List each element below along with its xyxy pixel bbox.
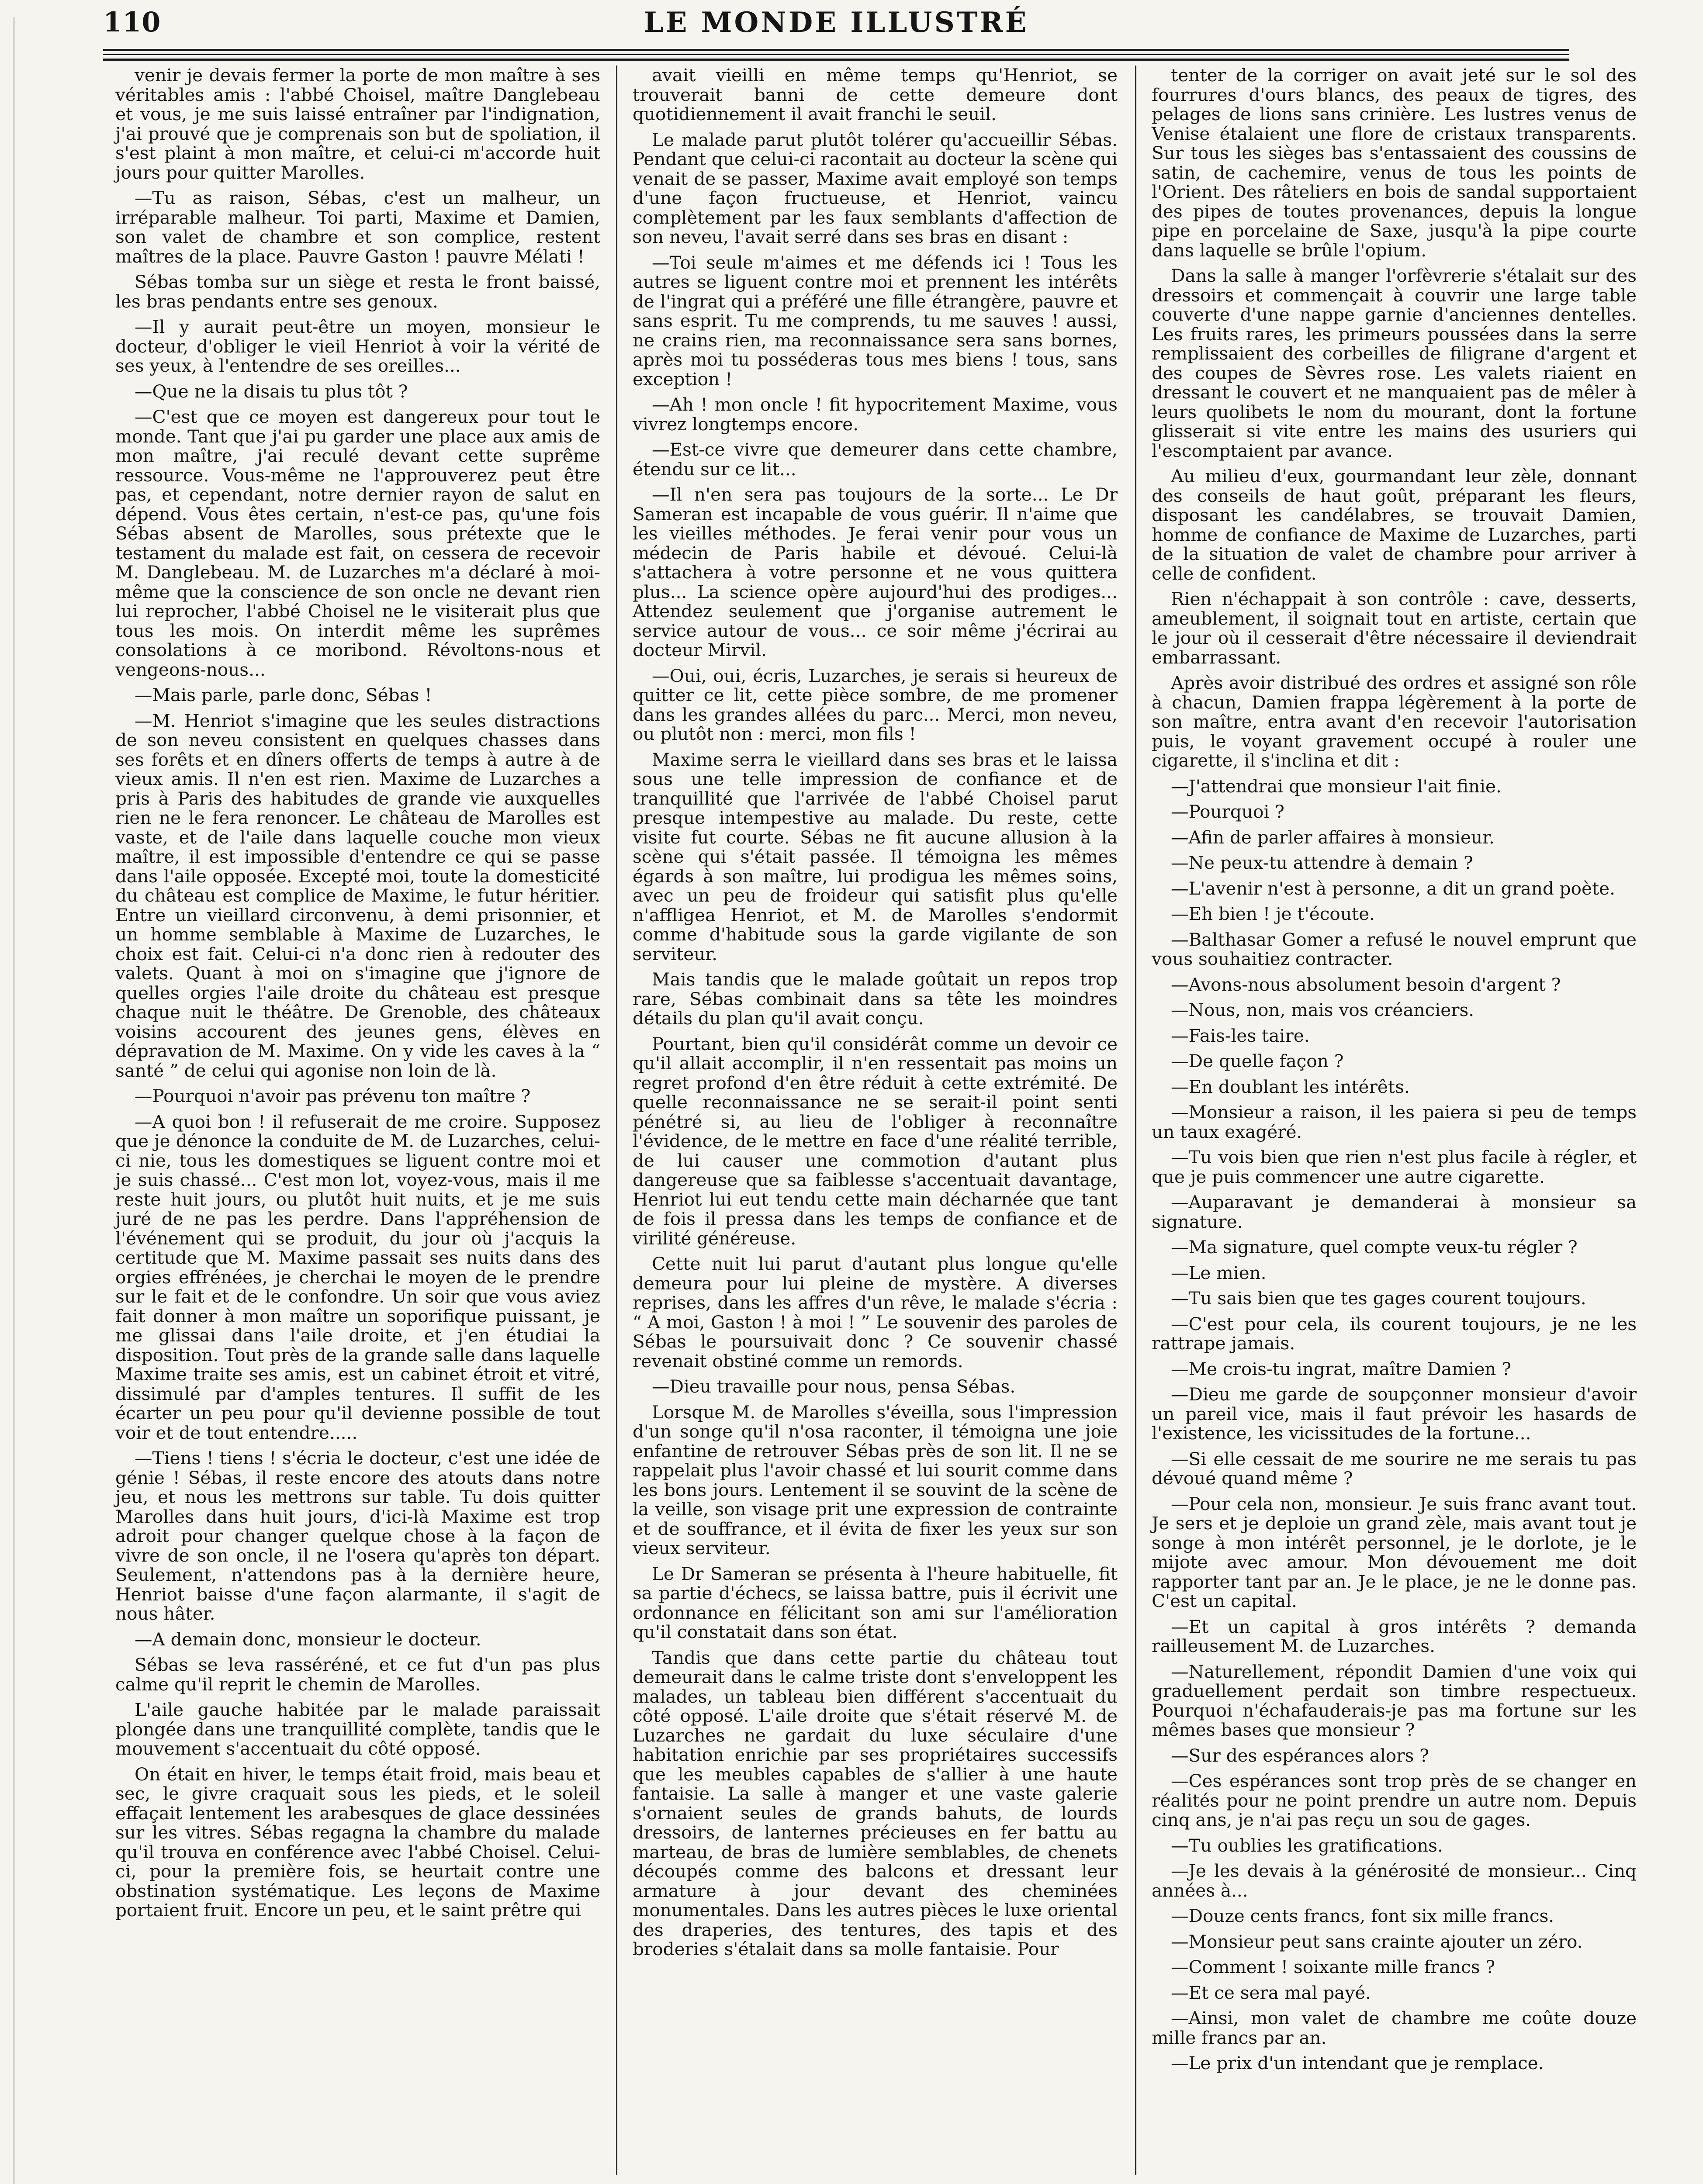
paragraph: —Balthasar Gomer a refusé le nouvel emprunt que vous souhaitiez contracter. bbox=[1152, 929, 1637, 969]
masthead-title: LE MONDE ILLUSTRÉ bbox=[644, 6, 1029, 39]
paragraph: —Monsieur peut sans crainte ajouter un zéro. bbox=[1171, 1931, 1583, 1952]
paragraph: —Le mien. bbox=[1171, 1262, 1267, 1283]
paragraph: Lorsque M. de Marolles s'éveilla, sous l'impression d'un songe qu'il n'osa raconter, il témoigna une joie enfantine de retrouver Sébas près de son lit. Il ne se rappelait plus l'avoir chassé et lui sourit comme dans les bons jours. Lentement il se souvint de la scène de la veille, son visage prit une expression de contrainte et de souffrance, et il évita de fixer les yeux sur son vieux serviteur. bbox=[633, 1401, 1118, 1559]
paragraph: —Tu as raison, Sébas, c'est un malheur, un irréparable malheur. Toi parti, Maxime et Damien, son valet de chambre et son complice, restent maîtres de la place. Pauvre Gaston ! pauvre Mélati ! bbox=[115, 187, 600, 267]
paragraph: —Tiens ! tiens ! s'écria le docteur, c'est une idée de génie ! Sébas, il reste encore des atouts dans notre jeu, et nous les mettrons sur table. Tu dois quitter Marolles dans huit jours, d'ici-là Maxime est trop adroit pour changer quelque chose à la façon de vivre de son oncle, il ne l'osera qu'après ton départ. Seulement, n'attendons pas à la dernière heure, Henriot baisse d'une façon alarmante, il s'agit de nous hâter. bbox=[115, 1448, 600, 1624]
paragraph: —De quelle façon ? bbox=[1171, 1051, 1344, 1071]
paragraph: —Ah ! mon oncle ! fit hypocritement Maxime, vous vivrez longtemps encore. bbox=[633, 394, 1118, 435]
header-rule bbox=[103, 54, 1569, 55]
paragraph: L'aile gauche habitée par le malade paraissait plongée dans une tranquillité complète, tandis que le mouvement s'accentuait du côté opposé. bbox=[115, 1699, 600, 1759]
paragraph: —En doublant les intérêts. bbox=[1171, 1076, 1410, 1097]
paragraph: Le malade parut plutôt tolérer qu'accueillir Sébas. Pendant que celui-ci racontait au docteur la scène qui venait de se passer, Maxime avait employé son temps d'une façon fructueuse, et Henriot, vaincu complètement par les faux semblants d'affection de son neveu, l'avait serré dans ses bras en disant : bbox=[633, 129, 1118, 247]
column-separator bbox=[1135, 66, 1136, 2175]
paragraph: —Naturellement, répondit Damien d'une voix qui graduellement perdait son timbre respectueux. Pourquoi n'échafauderais-je pas ma fortune sur les mêmes bases que monsieur ? bbox=[1152, 1661, 1637, 1740]
paragraph: —Pour cela non, monsieur. Je suis franc avant tout. Je sers et je deploie un grand zèle, mais avant tout je songe à mon intérêt personnel, je le dorlote, je le mijote avec amour. Mon dévouement me doit rapporter tant par an. Je le place, je ne le donne pas. C'est un capital. bbox=[1152, 1493, 1637, 1611]
paragraph: —Et un capital à gros intérêts ? demanda railleusement M. de Luzarches. bbox=[1152, 1616, 1637, 1656]
paragraph: —Si elle cessait de me sourire ne me serais tu pas dévoué quand même ? bbox=[1152, 1448, 1637, 1489]
paragraph: —Comment ! soixante mille francs ? bbox=[1171, 1956, 1495, 1977]
text-column-1 bbox=[115, 66, 600, 1920]
paragraph: —Pourquoi ? bbox=[1171, 801, 1284, 822]
paragraph: —Monsieur a raison, il les paiera si peu de temps un taux exagéré. bbox=[1152, 1102, 1637, 1142]
paragraph: —Je les devais à la générosité de monsieur... Cinq années à... bbox=[1152, 1860, 1637, 1901]
page-header bbox=[103, 3, 1569, 43]
paragraph: —Me crois-tu ingrat, maître Damien ? bbox=[1171, 1358, 1511, 1379]
paragraph: —M. Henriot s'imagine que les seules distractions de son neveu consistent en quelques chasses dans ses forêts et en dîners offerts de temps à autre à de vieux amis. Il n'en est rien. Maxime de Luzarches a pris à Paris des habitudes de grande vie auxquelles rien ne le fera renoncer. Le château de Marolles est vaste, et de l'aile dans laquelle couche mon vieux maître, il est impossible d'entendre ce qui se passe dans l'aile opposée. Excepté moi, toute la domesticité du château est complice de Maxime, le futur héritier. Entre un vieillard circonvenu, à demi prisonnier, et un homme semblable à Maxime de Luzarches, le choix est fait. Celui-ci n'a donc rien à redouter des valets. Quant à moi on s'imagine que j'ignore de quelles orgies l'aile droite du château est presque chaque nuit le théâtre. De Grenoble, des châteaux voisins accourent des jeunes gens, élèves en dépravation de M. Maxime. On y vide les caves à la “ santé ” de celui qui agonise non loin de là. bbox=[115, 710, 600, 1081]
paragraph: —Sur des espérances alors ? bbox=[1171, 1745, 1429, 1766]
paragraph: —Toi seule m'aimes et me défends ici ! Tous les autres se liguent contre moi et prennent les intérêts de l'ingrat qui a préféré une fille étrangère, pauvre et sans esprit. Tu me comprends, tu me sauves ! aussi, ne crains rien, ma reconnaissance sera sans bornes, après moi tu posséderas tous mes biens ! tous, sans exception ! bbox=[633, 252, 1118, 390]
paragraph: —Oui, oui, écris, Luzarches, je serais si heureux de quitter ce lit, cette pièce sombre, de me promener dans les grandes allées du parc... Merci, mon neveu, ou plutôt non : merci, mon fils ! bbox=[633, 665, 1118, 744]
paragraph: Après avoir distribué des ordres et assigné son rôle à chacun, Damien frappa légèrement à la porte de son maître, entra avant d'en recevoir l'autorisation puis, le voyant gravement occupé à rouler une cigarette, il s'inclina et dit : bbox=[1152, 672, 1637, 771]
paragraph: —Dieu travaille pour nous, pensa Sébas. bbox=[652, 1376, 1016, 1397]
paragraph: —Ma signature, quel compte veux-tu régler ? bbox=[1171, 1237, 1578, 1258]
paragraph: Sébas tomba sur un siège et resta le front baissé, les bras pendants entre ses genoux. bbox=[115, 271, 600, 312]
paragraph: —Il n'en sera pas toujours de la sorte... Le Dr Sameran est incapable de vous guérir. Il n'aime que les vieilles méthodes. Je ferai venir pour vous un médecin de Paris habile et dévoué. Celui-là s'attachera à votre personne et ne vous quittera plus... La science opère aujourd'hui des prodiges... Attendez seulement que j'organise autrement le service autour de vous... ce soir même j'écrirai au docteur Mirvil. bbox=[633, 484, 1118, 660]
paragraph: —Et ce sera mal payé. bbox=[1171, 1982, 1371, 2003]
page-number: 110 bbox=[103, 6, 161, 38]
paragraph: —A quoi bon ! il refuserait de me croire. Supposez que je dénonce la conduite de M. de Luzarches, celui-ci nie, tous les domestiques se liguent contre moi et je suis chassé... C'est mon lot, voyez-vous, mais il me reste huit jours, ou plutôt huit nuits, et je me suis juré de ne pas les perdre. Dans l'appréhension de l'événement qui se produit, du jour où j'acquis la certitude que M. Maxime passait ses nuits dans des orgies effrénées, je cherchai le moyen de le prendre sur le fait et de le confondre. Un soir que vous aviez fait donner à mon maître un soporifique puissant, je me glissai dans l'aile droite, et j'en étudiai la disposition. Tout près de la grande salle dans laquelle Maxime traite ses amis, est un cabinet étroit et vitré, dissimulé par d'amples tentures. Il suffit de les écarter un peu pour qu'il devienne possible de tout voir et de tout entendre..... bbox=[115, 1111, 600, 1443]
paragraph: Cette nuit lui parut d'autant plus longue qu'elle demeura pour lui pleine de mystère. A diverses reprises, dans les affres d'un rêve, le malade s'écria : “ A moi, Gaston ! à moi ! ” Le souvenir des paroles de Sébas le poursuivait donc ? Ce souvenir chassé revenait obstiné comme un remords. bbox=[633, 1253, 1118, 1372]
paragraph: On était en hiver, le temps était froid, mais beau et sec, le givre craquait sous les pieds, et le soleil effaçait lentement les arabesques de glace dessinées sur les vitres. Sébas regagna la chambre du malade qu'il trouva en conférence avec l'abbé Choisel. Celui-ci, pour la première fois, se heurtait contre une obstination systématique. Les leçons de Maxime portaient fruit. Encore un peu, et le saint prêtre qui bbox=[115, 1763, 600, 1921]
paragraph: —Pourquoi n'avoir pas prévenu ton maître ? bbox=[135, 1085, 531, 1106]
header-rule bbox=[103, 59, 1569, 61]
paragraph: Au milieu d'eux, gourmandant leur zèle, donnant des conseils de haut goût, préparant les fleurs, disposant les candélabres, se trouvait Damien, homme de confiance de Maxime de Luzarches, parti de la situation de valet de chambre pour arriver à celle de confident. bbox=[1152, 466, 1637, 584]
paragraph: —Ne peux-tu attendre à demain ? bbox=[1171, 852, 1473, 873]
column-separator bbox=[616, 66, 617, 2175]
page-edge-shadow bbox=[13, 17, 15, 2184]
paragraph: —Nous, non, mais vos créanciers. bbox=[1171, 999, 1475, 1020]
paragraph: —Tu vois bien que rien n'est plus facile à régler, et que je puis commencer une autre cigarette. bbox=[1152, 1147, 1637, 1187]
paragraph: —Il y aurait peut-être un moyen, monsieur le docteur, d'obliger le vieil Henriot à voir la vérité de ses yeux, à l'entendre de ses oreilles... bbox=[115, 316, 600, 376]
paragraph: —Fais-les taire. bbox=[1171, 1025, 1310, 1046]
paragraph: —A demain donc, monsieur le docteur. bbox=[135, 1628, 481, 1650]
paragraph: Tandis que dans cette partie du château tout demeurait dans le calme triste dont s'enveloppent les malades, un tableau bien différent s'accentuait du côté opposé. L'aile droite que s'était réservé M. de Luzarches ne gardait du luxe séculaire d'une habitation enrichie par ses propriétaires successifs que les meubles capables de s'allier à une haute fantaisie. La salle à manger et une vaste galerie s'ornaient seules de grands bahuts, de lourds dressoirs, de lanternes précieuses en fer battu au marteau, de bras de lumière semblables, de chenets découpés comme des balcons et dressant leur armature à jour devant des cheminées monumentales. Dans les autres pièces le luxe oriental des draperies, des tentures, des tapis et des broderies s'étalait dans sa molle fantaisie. Pour bbox=[633, 1647, 1118, 1959]
paragraph: —Eh bien ! je t'écoute. bbox=[1171, 903, 1375, 924]
paragraph: —Tu sais bien que tes gages courent toujours. bbox=[1171, 1288, 1586, 1309]
paragraph: —Afin de parler affaires à monsieur. bbox=[1171, 826, 1495, 848]
paragraph: —Est-ce vivre que demeurer dans cette chambre, étendu sur ce lit... bbox=[633, 439, 1118, 480]
paragraph: —Le prix d'un intendant que je remplace. bbox=[1171, 2053, 1544, 2073]
paragraph: venir je devais fermer la porte de mon maître à ses véritables amis : l'abbé Choisel, maître Danglebeau et vous, je me suis laissé entraîner par l'indignation, j'ai prouvé que je comprenais son but de spoliation, il s'est plaint à mon maître, et celui-ci m'accorde huit jours pour quitter Marolles. bbox=[115, 65, 600, 183]
paragraph: Rien n'échappait à son contrôle : cave, desserts, ameublement, il soignait tout en artiste, certain que le jour où il cesserait d'être nécessaire il deviendrait embarrassant. bbox=[1152, 588, 1637, 668]
paragraph: —L'avenir n'est à personne, a dit un grand poète. bbox=[1171, 878, 1616, 899]
paragraph: Sébas se leva rasséréné, et ce fut d'un pas plus calme qu'il reprit le chemin de Marolles. bbox=[115, 1654, 600, 1695]
paragraph: —Douze cents francs, font six mille francs. bbox=[1171, 1905, 1554, 1926]
paragraph: —Avons-nous absolument besoin d'argent ? bbox=[1171, 974, 1561, 995]
paragraph: —Dieu me garde de soupçonner monsieur d'avoir un pareil vice, mais il faut prévoir les hasards de l'existence, les vicissitudes de la fortune... bbox=[1152, 1384, 1637, 1444]
paragraph: Dans la salle à manger l'orfèvrerie s'étalait sur des dressoirs et commençait à couvrir une large table couverte d'une nappe garnie d'anciennes dentelles. Les fruits rares, les primeurs poussées dans la serre remplissaient des corbeilles de filigrane d'argent et des coupes de Sèvres rose. Les valets riaient en dressant le couvert et ne manquaient pas de mêler à leurs quolibets le nom du mourant, dont la fortune glisserait si vite entre les mains des usuriers qui l'escomptaient par avance. bbox=[1152, 265, 1637, 461]
paragraph: —Auparavant je demanderai à monsieur sa signature. bbox=[1152, 1192, 1637, 1232]
paragraph: Pourtant, bien qu'il considérât comme un devoir ce qu'il allait accomplir, il n'en ressentait pas moins un regret profond d'en être réduit à cette extrémité. De quelle reconnaissance ne se serait-il point senti pénétré si, au lieu de l'obliger à reconnaître l'évidence, de le mettre en face d'une réalité terrible, de lui causer une commotion d'autant plus dangereuse que sa faiblesse s'accentuait davantage, Henriot lui eut tendu cette main décharnée que tant de fois il pressa dans les temps de confiance et de virilité généreuse. bbox=[633, 1033, 1118, 1249]
paragraph: —C'est pour cela, ils courent toujours, je ne les rattrape jamais. bbox=[1152, 1313, 1637, 1354]
paragraph: Mais tandis que le malade goûtait un repos trop rare, Sébas combinait dans sa tête les moindres détails du plan qu'il avait conçu. bbox=[633, 969, 1118, 1029]
paragraph: —C'est que ce moyen est dangereux pour tout le monde. Tant que j'ai pu garder une place aux amis de mon maître, j'ai reculé devant cette suprême ressource. Vous-même ne l'approuverez peut être pas, et cependant, notre dernier rayon de salut en dépend. Vous êtes certain, n'est-ce pas, qu'une fois Sébas absent de Marolles, sous prétexte que le testament du malade est fait, on cessera de recevoir M. Danglebeau. M. de Luzarches m'a déclaré à moi-même que la conscience de son oncle ne devant rien lui reprocher, l'abbé Choisel ne le visiterait plus que tous les mois. On interdit même les suprêmes consolations à ce moribond. Révoltons-nous et vengeons-nous... bbox=[115, 406, 600, 680]
paragraph: —J'attendrai que monsieur l'ait finie. bbox=[1171, 775, 1502, 797]
paragraph: Le Dr Sameran se présenta à l'heure habituelle, fit sa partie d'échecs, se laissa battre, puis il écrivit une ordonnance en félicitant son ami sur l'amélioration qu'il constatait dans son état. bbox=[633, 1563, 1118, 1642]
paragraph: avait vieilli en même temps qu'Henriot, se trouverait banni de cette demeure dont quotidiennement il avait franchi le seuil. bbox=[633, 65, 1118, 124]
paragraph: Maxime serra le vieillard dans ses bras et le laissa sous une telle impression de confiance et de tranquillité que l'arrivée de l'abbé Choisel parut presque intempestive au malade. Du reste, cette visite fut courte. Sébas ne fit aucune allusion à la scène qui s'était passée. Il témoigna les mêmes égards à son maître, lui prodigua les mêmes soins, avec un peu de froideur qui satisfit plus qu'elle n'affligea Henriot, et M. de Marolles s'endormit comme d'habitude sous la garde vigilante de son serviteur. bbox=[633, 749, 1118, 964]
paragraph: —Ainsi, mon valet de chambre me coûte douze mille francs par an. bbox=[1152, 2008, 1637, 2048]
text-column-2 bbox=[633, 66, 1118, 1959]
paragraph: —Ces espérances sont trop près de se changer en réalités pour ne point prendre un autre nom. Depuis cinq ans, je n'ai pas reçu un sou de gages. bbox=[1152, 1770, 1637, 1830]
paragraph: tenter de la corriger on avait jeté sur le sol des fourrures d'ours blancs, des peaux de tigres, des pelages de lions sans crinière. Les lustres venus de Venise étalaient une flore de cristaux transparents. Sur tous les sièges bas s'entassaient des coussins de satin, de cachemire, venus de tous les points de l'Orient. Des râteliers en bois de sandal supportaient des pipes de toutes provenances, depuis la longue pipe en porcelaine de Saxe, jusqu'à la pipe courte dans laquelle se brûle l'opium. bbox=[1152, 65, 1637, 261]
header-rule bbox=[103, 49, 1569, 51]
text-column-3 bbox=[1152, 66, 1637, 2073]
paragraph: —Que ne la disais tu plus tôt ? bbox=[135, 380, 408, 402]
paragraph: —Tu oublies les gratifications. bbox=[1171, 1835, 1443, 1856]
paragraph: —Mais parle, parle donc, Sébas ! bbox=[135, 684, 432, 705]
